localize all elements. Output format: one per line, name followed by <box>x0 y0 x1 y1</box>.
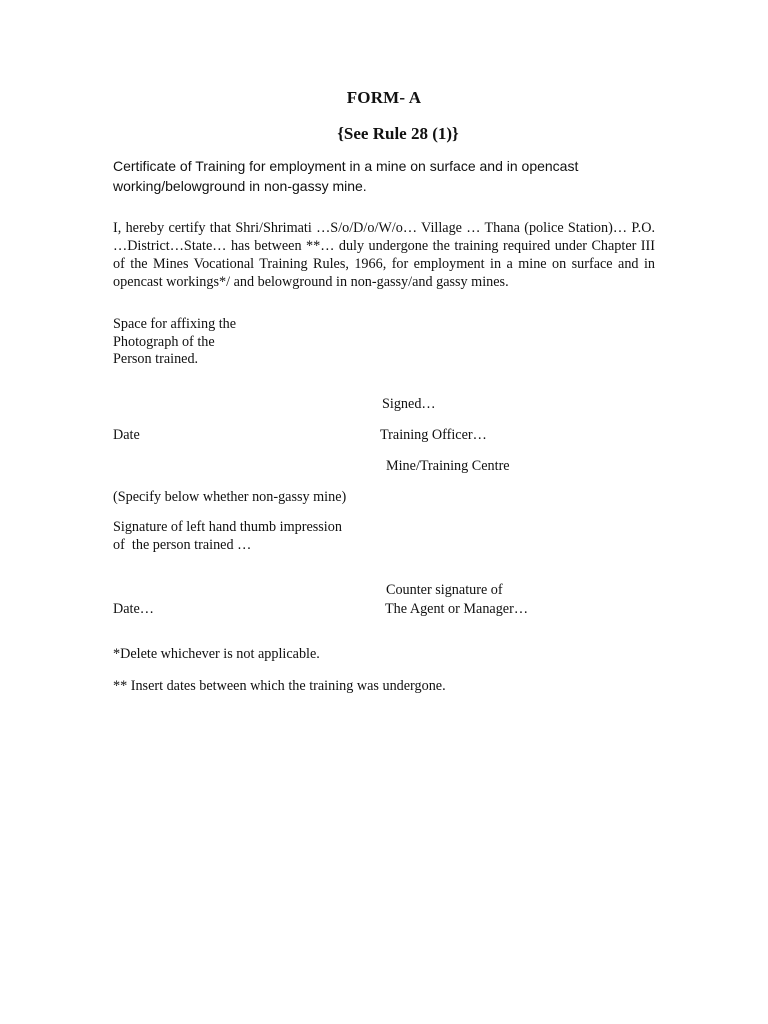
date-label: Date <box>113 427 140 443</box>
photo-space-line-3: Person trained. <box>113 351 199 367</box>
footnote-delete: *Delete whichever is not applicable. <box>113 646 320 662</box>
photo-space-line-1: Space for affixing the <box>113 316 237 332</box>
date-label-2: Date… <box>113 601 154 617</box>
thumb-line-2: of the person trained … <box>113 537 252 553</box>
signed-label: Signed… <box>382 396 436 412</box>
thumb-line-1: Signature of left hand thumb impression <box>113 519 342 535</box>
thumb-impression-label <box>113 518 373 554</box>
intro-paragraph <box>113 156 583 196</box>
footnote-dates: ** Insert dates between which the training was undergone. <box>113 678 446 694</box>
intro-line-1: Certificate of Training for employment in a mine on surface and in opencast <box>113 158 579 174</box>
photo-space-line-2: Photograph of the <box>113 333 215 350</box>
intro-line-2: working/belowground in non-gassy mine. <box>113 178 367 194</box>
specify-note: (Specify below whether non-gassy mine) <box>113 489 347 505</box>
counter-signature-label: Counter signature of <box>386 582 503 598</box>
rule-reference: {See Rule 28 (1)} <box>337 124 459 143</box>
form-title: FORM- A <box>346 88 422 107</box>
mine-training-centre-label: Mine/Training Centre <box>386 458 510 474</box>
agent-manager-label: The Agent or Manager… <box>385 601 529 617</box>
training-officer-label: Training Officer… <box>380 427 487 443</box>
certification-paragraph: I, hereby certify that Shri/Shrimati …S/o/D/o/W/o… Village … Thana (police Station)… P.O. …District…State… has between **… duly undergone the training required under Chapter III of the Mines Vocational Training Rules, 1966, for employment in a mine on surface and in opencast workings*/ and belowground in non-gassy/and gassy mines. <box>113 220 655 290</box>
photo-space <box>113 316 273 369</box>
